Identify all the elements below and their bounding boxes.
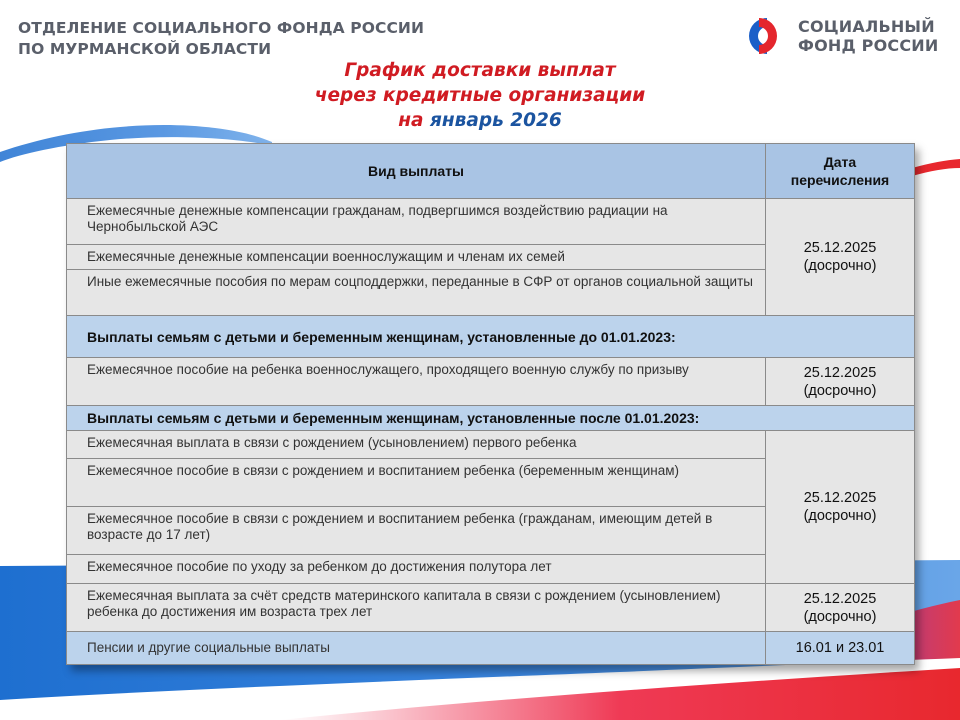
transfer-date: 25.12.2025 bbox=[803, 240, 877, 256]
payment-type-cell: Ежемесячные денежные компенсации военнослужащим и членам их семей bbox=[67, 245, 766, 270]
table-row bbox=[67, 632, 915, 665]
page-title bbox=[240, 58, 720, 133]
payment-type-cell: Ежемесячное пособие на ребенка военнослужащего, проходящего военную службу по призыву bbox=[67, 358, 766, 406]
transfer-date: 25.12.2025 bbox=[803, 590, 877, 607]
transfer-date: 25.12.2025 bbox=[803, 364, 877, 381]
logo-text-line2: ФОНД РОССИИ bbox=[798, 36, 939, 55]
transfer-date: 25.12.2025 bbox=[803, 490, 877, 506]
red-arc-right bbox=[912, 159, 960, 176]
title-month: январь 2026 bbox=[430, 110, 562, 131]
table-header-row bbox=[67, 144, 915, 199]
organization-title bbox=[18, 18, 424, 60]
section-heading: Выплаты семьям с детьми и беременным женщинам, установленные после 01.01.2023: bbox=[67, 406, 915, 431]
transfer-date-cell bbox=[766, 358, 915, 406]
table-row bbox=[67, 584, 915, 632]
column-header-date-line1: Дата bbox=[823, 154, 857, 170]
title-prefix: на bbox=[398, 110, 424, 131]
schedule-table bbox=[66, 143, 915, 665]
payment-type-cell: Ежемесячная выплата за счёт средств материнского капитала в связи с рождением (усыновлением) ребенка до достижения им возраста трех лет bbox=[67, 584, 766, 632]
transfer-date-note: (досрочно) bbox=[803, 508, 877, 524]
org-title-line1: ОТДЕЛЕНИЕ СОЦИАЛЬНОГО ФОНДА РОССИИ bbox=[18, 19, 425, 37]
transfer-date-cell: 16.01 и 23.01 bbox=[766, 632, 915, 665]
payment-type-cell: Ежемесячное пособие в связи с рождением и воспитанием ребенка (беременным женщинам) bbox=[67, 459, 766, 507]
title-line3 bbox=[240, 108, 720, 133]
payment-type-cell: Ежемесячные денежные компенсации гражданам, подвергшимся воздействию радиации на Чернобыльской АЭС bbox=[67, 199, 766, 245]
transfer-date-note: (досрочно) bbox=[803, 258, 877, 274]
transfer-date-cell bbox=[766, 584, 915, 632]
sfr-logo-icon bbox=[736, 14, 790, 58]
transfer-date-cell bbox=[766, 431, 915, 584]
column-header-payment-type: Вид выплаты bbox=[67, 144, 766, 199]
section-row bbox=[67, 316, 915, 358]
title-line1: График доставки выплат bbox=[344, 60, 616, 81]
org-title-line2: ПО МУРМАНСКОЙ ОБЛАСТИ bbox=[18, 40, 272, 58]
table-row bbox=[67, 358, 915, 406]
table-row bbox=[67, 199, 915, 245]
payment-type-cell: Ежемесячная выплата в связи с рождением (усыновлением) первого ребенка bbox=[67, 431, 766, 459]
section-row bbox=[67, 406, 915, 431]
transfer-date-note: (досрочно) bbox=[803, 608, 877, 625]
payment-type-cell: Пенсии и другие социальные выплаты bbox=[67, 632, 766, 665]
column-header-transfer-date bbox=[766, 144, 915, 199]
section-heading: Выплаты семьям с детьми и беременным женщинам, установленные до 01.01.2023: bbox=[67, 316, 915, 358]
transfer-date-cell bbox=[766, 199, 915, 316]
title-line2: через кредитные организации bbox=[314, 85, 646, 106]
payment-type-cell: Ежемесячное пособие по уходу за ребенком до достижения полутора лет bbox=[67, 555, 766, 584]
payment-type-cell: Ежемесячное пособие в связи с рождением и воспитанием ребенка (гражданам, имеющим детей в возрасте до 17 лет) bbox=[67, 507, 766, 555]
table-row bbox=[67, 431, 915, 459]
logo-text-line1: СОЦИАЛЬНЫЙ bbox=[798, 17, 935, 36]
schedule-table-wrapper bbox=[66, 143, 914, 665]
sfr-logo bbox=[736, 14, 938, 58]
transfer-date-note: (досрочно) bbox=[803, 382, 877, 399]
column-header-date-line2: перечисления bbox=[790, 172, 890, 188]
payment-type-cell: Иные ежемесячные пособия по мерам соцподдержки, переданные в СФР от органов социальной защиты bbox=[67, 270, 766, 316]
